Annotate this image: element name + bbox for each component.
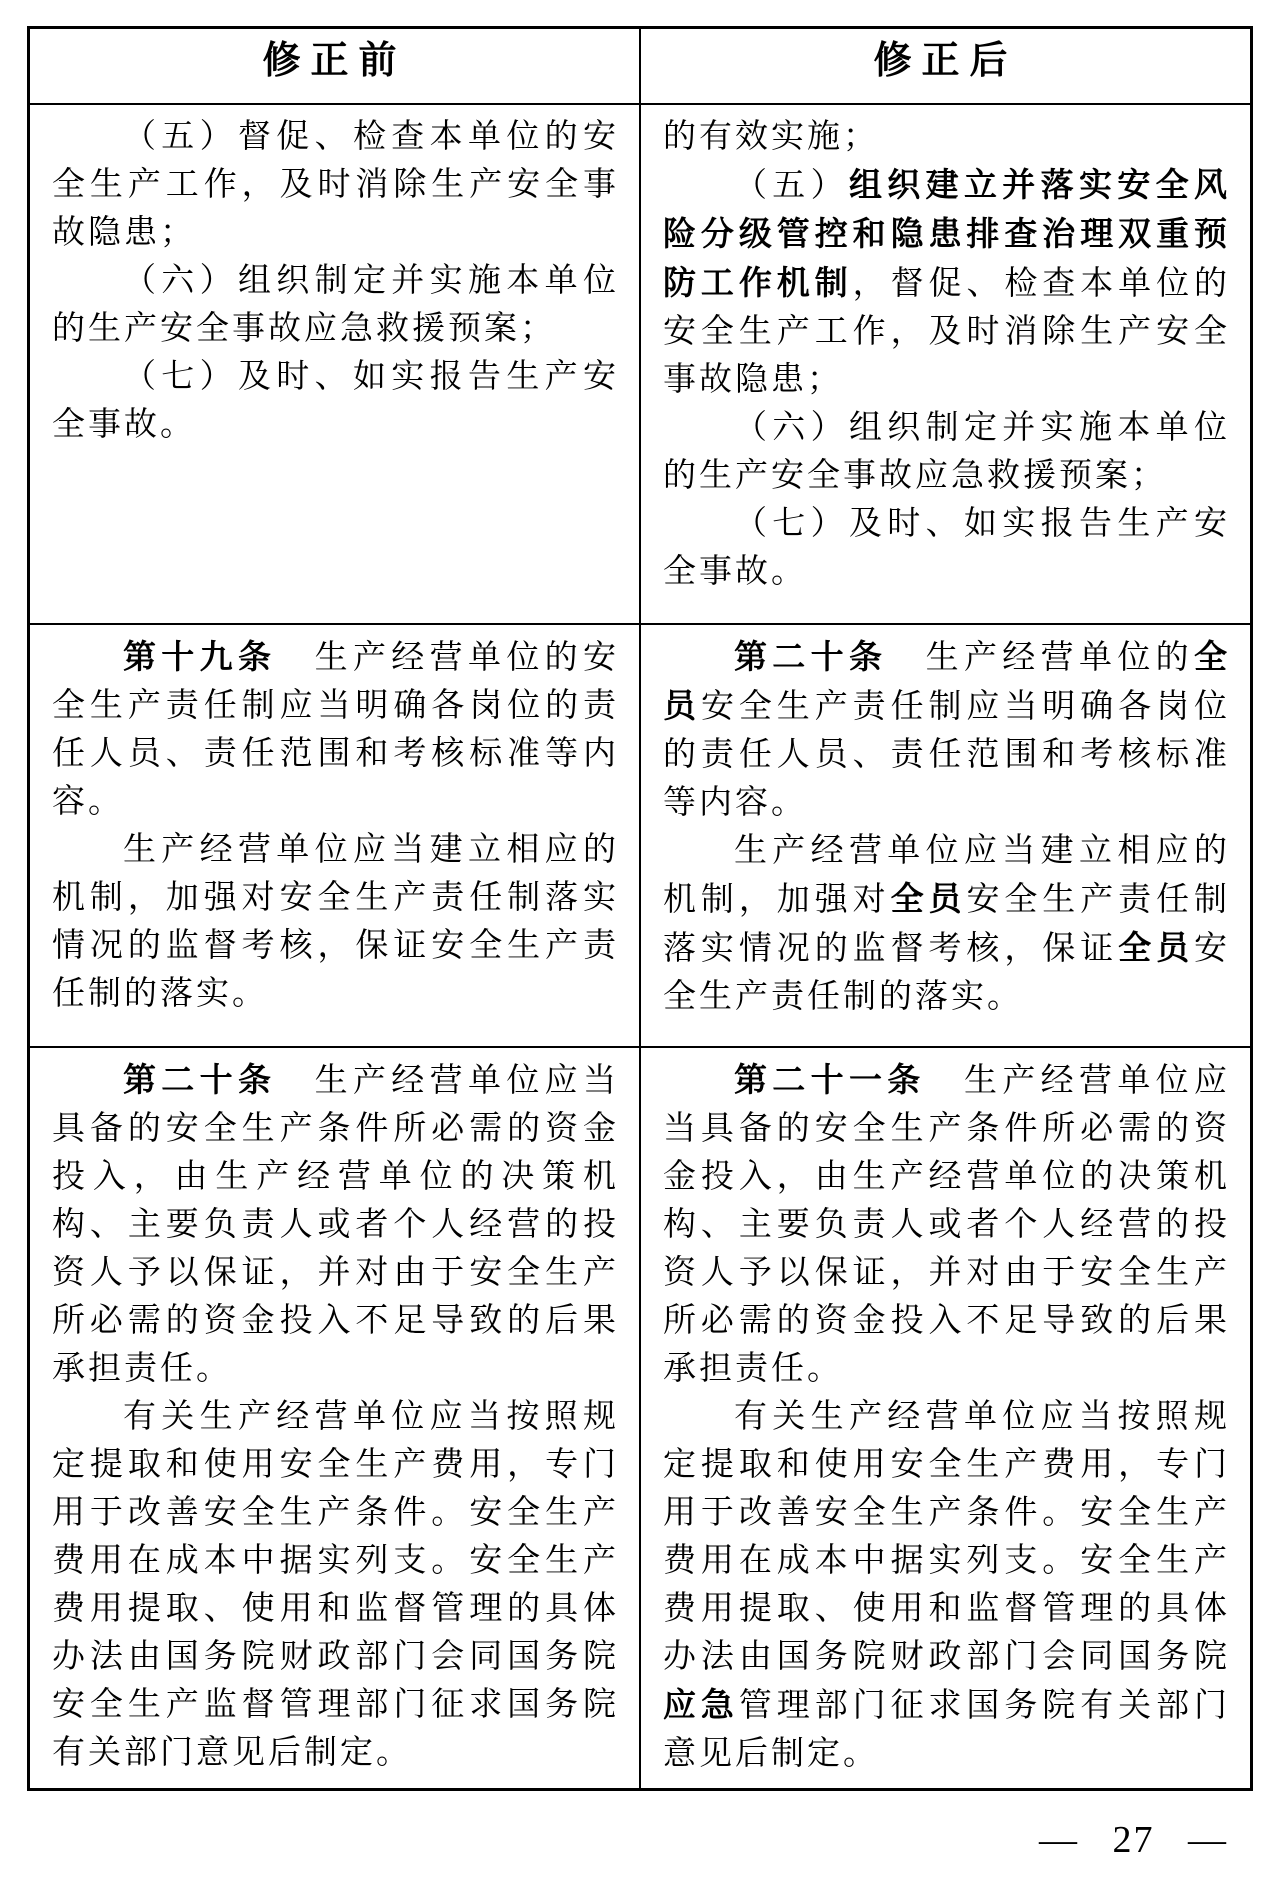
text-segment: 生产经营单位的 bbox=[887, 639, 1195, 676]
text-segment: 有关生产经营单位应当按照规定提取和使用安全生产费用，专门用于改善安全生产条件。安全生产费用在成本中据实列支。安全生产费用提取、使用和监督管理的具体办法由国务院财政部门会同国务院 bbox=[663, 1398, 1230, 1675]
text-segment: 生产经营单位应当建立相应的机制，加强对安全生产责任制落实情况的监督考核，保证安全生产责任制的落实。 bbox=[52, 831, 619, 1012]
paragraph bbox=[663, 161, 1230, 404]
text-segment: ，督促、检查本单位的安全生产工作，及时消除生产安全事故隐患； bbox=[663, 265, 1231, 398]
cell-after-row3 bbox=[640, 1047, 1252, 1790]
paragraph bbox=[663, 500, 1230, 596]
paragraph bbox=[52, 826, 619, 1018]
header-before-amendment: 修正前 bbox=[29, 28, 641, 104]
table-row bbox=[29, 1047, 1252, 1790]
table-row bbox=[29, 104, 1252, 624]
text-segment: 有关生产经营单位应当按照规定提取和使用安全生产费用，专门用于改善安全生产条件。安全生产费用在成本中据实列支。安全生产费用提取、使用和监督管理的具体办法由国务院财政部门会同国务院安全生产监督管理部门征求国务院有关部门意见后制定。 bbox=[52, 1398, 619, 1771]
cell-before-row3 bbox=[29, 1047, 641, 1790]
text-segment: 的有效实施； bbox=[663, 118, 879, 155]
cell-before-row1 bbox=[29, 104, 641, 624]
text-segment: （六）组织制定并实施本单位的生产安全事故应急救援预案； bbox=[663, 409, 1230, 494]
paragraph bbox=[52, 257, 619, 353]
text-segment: 安全生产责任制落实情况的监督考核，保证 bbox=[663, 881, 1231, 967]
text-segment: 安全生产责任制的落实。 bbox=[663, 930, 1231, 1015]
cell-after-row2 bbox=[640, 624, 1252, 1047]
table-row bbox=[29, 624, 1252, 1047]
text-segment: （七）及时、如实报告生产安全事故。 bbox=[52, 358, 619, 443]
amended-text-segment: 应急 bbox=[663, 1685, 739, 1723]
paragraph bbox=[52, 1393, 619, 1777]
amended-text-segment: 第二十条 bbox=[122, 1060, 277, 1098]
table-header-row bbox=[29, 28, 1252, 104]
paragraph bbox=[52, 113, 619, 257]
amended-text-segment: 全员 bbox=[1118, 928, 1195, 966]
paragraph bbox=[663, 633, 1230, 827]
text-segment: 生产经营单位的安全生产责任制应当明确各岗位的责任人员、责任范围和考核标准等内容。 bbox=[52, 639, 620, 820]
text-segment: （六）组织制定并实施本单位的生产安全事故应急救援预案； bbox=[52, 262, 619, 347]
header-after-amendment: 修正后 bbox=[640, 28, 1252, 104]
paragraph bbox=[52, 353, 619, 449]
text-segment: 生产经营单位应当具备的安全生产条件所必需的资金投入，由生产经营单位的决策机构、主要负责人或者个人经营的投资人予以保证，并对由于安全生产所必需的资金投入不足导致的后果承担责任。 bbox=[663, 1062, 1231, 1387]
cell-after-row1 bbox=[640, 104, 1252, 624]
text-segment: 安全生产责任制应当明确各岗位的责任人员、责任范围和考核标准等内容。 bbox=[663, 688, 1231, 821]
text-segment: 生产经营单位应当建立相应的机制，加强对 bbox=[663, 832, 1230, 918]
paragraph bbox=[663, 113, 1230, 161]
comparison-table bbox=[27, 26, 1253, 1791]
amended-text-segment: 全员 bbox=[890, 879, 967, 917]
page-number: — 27 — bbox=[1039, 1819, 1228, 1861]
paragraph bbox=[663, 827, 1230, 1021]
amended-text-segment: 第十九条 bbox=[122, 637, 277, 675]
paragraph bbox=[663, 1393, 1230, 1778]
text-segment: 管理部门征求国务院有关部门意见后制定。 bbox=[663, 1687, 1231, 1772]
amended-text-segment: 全员 bbox=[663, 637, 1231, 724]
text-segment: （五） bbox=[733, 167, 849, 204]
amended-text-segment: 组织建立并落实安全风险分级管控和隐患排查治理双重预防工作机制 bbox=[663, 165, 1231, 301]
text-segment: （七）及时、如实报告生产安全事故。 bbox=[663, 505, 1230, 590]
paragraph bbox=[52, 633, 619, 826]
text-segment: 生产经营单位应当具备的安全生产条件所必需的资金投入，由生产经营单位的决策机构、主要负责人或者个人经营的投资人予以保证，并对由于安全生产所必需的资金投入不足导致的后果承担责任。 bbox=[52, 1062, 620, 1387]
cell-before-row2 bbox=[29, 624, 641, 1047]
amended-text-segment: 第二十条 bbox=[733, 637, 888, 675]
text-segment: （五）督促、检查本单位的安全生产工作，及时消除生产安全事故隐患； bbox=[52, 118, 619, 251]
amended-text-segment: 第二十一条 bbox=[733, 1060, 926, 1098]
paragraph bbox=[52, 1056, 619, 1393]
paragraph bbox=[663, 1056, 1230, 1393]
paragraph bbox=[663, 404, 1230, 500]
